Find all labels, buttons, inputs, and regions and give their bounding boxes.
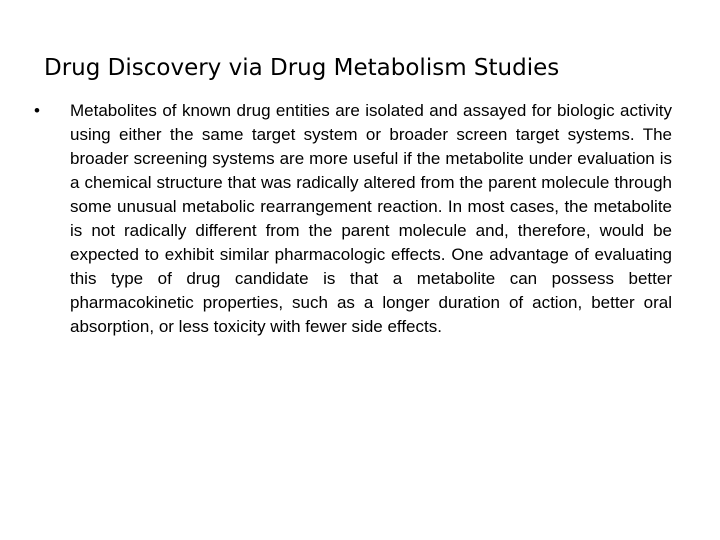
- bullet-item: [34, 99, 672, 339]
- bullet-marker: •: [34, 101, 40, 120]
- slide-title: Drug Discovery via Drug Metabolism Studies: [44, 55, 560, 81]
- bullet-text: Metabolites of known drug entities are isolated and assayed for biologic activity using either the same target system or broader screen target systems. The broader screening systems are more useful if the metabolite under evaluation is a chemical structure that was radically altered from the parent molecule through some unusual metabolic rearrangement reaction. In most cases, the metabolite is not radically different from the parent molecule and, therefore, would be expected to exhibit similar pharmacologic effects. One advantage of evaluating this type of drug candidate is that a metabolite can possess better pharmacokinetic properties, such as a longer duration of action, better oral absorption, or less toxicity with fewer side effects.: [70, 101, 672, 336]
- bullet-list: [34, 99, 672, 339]
